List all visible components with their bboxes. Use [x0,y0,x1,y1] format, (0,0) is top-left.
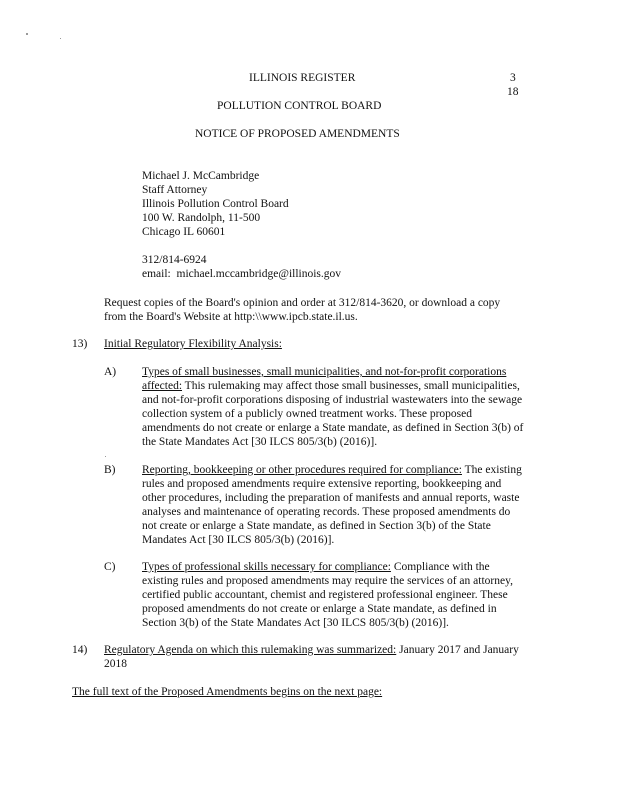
section-14-paragraph [104,643,524,671]
section-14-heading: Regulatory Agenda on which this rulemaking was summarized: [104,644,397,656]
item-c-letter: C) [104,561,116,573]
scan-speck [105,456,106,457]
section-13-heading [104,337,282,351]
item-c-paragraph [142,560,526,630]
board-title: POLLUTION CONTROL BOARD [217,100,382,112]
section-13-heading-text: Initial Regulatory Flexibility Analysis: [104,338,282,350]
closing-note [72,685,382,699]
request-line-2: from the Board's Website at http:\\www.ipcb.state.il.us. [104,311,358,323]
email-label: email: [142,268,171,280]
item-a-title: Types of small businesses, small municipalities, and not-for-profit corporations affected: [142,366,507,392]
sub-number: 18 [507,86,519,98]
item-b-paragraph [142,463,526,547]
contact-email-line [142,267,341,281]
item-a-paragraph [142,365,526,449]
section-14-body: January 2017 and January 2018 [104,644,519,670]
item-b-body: The existing rules and proposed amendments require extensive reporting, bookkeeping and other procedures, including the preparation of manifests and annual reports, waste analyses and maintenance of operating records. These proposed amendments do not create or enlarge a State mandate, as defined in Section 3(b) of the State Mandates Act [30 ILCS 805/3(b) (2016)]. [142,464,522,546]
closing-note-text: The full text of the Proposed Amendments begins on the next page: [72,686,383,698]
item-c-title: Types of professional skills necessary for compliance: [142,561,391,573]
contact-email: michael.mccambridge@illinois.gov [176,268,342,280]
scan-speck [60,38,61,39]
contact-address-2: Chicago IL 60601 [142,226,226,238]
item-b-letter: B) [104,464,116,476]
contact-name: Michael J. McCambridge [142,170,260,182]
contact-title: Staff Attorney [142,184,208,196]
scan-speck [26,33,28,35]
register-title: ILLINOIS REGISTER [249,72,356,84]
notice-title: NOTICE OF PROPOSED AMENDMENTS [195,128,400,140]
contact-org: Illinois Pollution Control Board [142,198,289,210]
item-b-title: Reporting, bookkeeping or other procedures required for compliance: [142,464,462,476]
section-13-number: 13) [72,338,88,350]
request-line-1: Request copies of the Board's opinion and order at 312/814-3620, or download a copy [104,297,501,309]
contact-phone: 312/814-6924 [142,254,207,266]
item-a-letter: A) [104,366,117,378]
page-number: 3 [510,72,516,84]
item-a-body: This rulemaking may affect those small businesses, small municipalities, and not-for-profit corporations disposing of industrial wastewaters into the sewage collection system of a publicly owned treatment works. These proposed amendments do not create or enlarge a State mandate, as defined in Section 3(b) of the State Mandates Act [30 ILCS 805/3(b) (2016)]. [142,380,524,448]
contact-address-1: 100 W. Randolph, 11-500 [142,212,261,224]
item-c-body: Compliance with the existing rules and proposed amendments may require the services of an attorney, certified public accountant, chemist and registered professional engineer. These proposed amendments do not create or enlarge a State mandate, as defined in Section 3(b) of the State Mandates Act [30 ILCS 805/3(b) (2016)]. [142,561,513,629]
section-14-number: 14) [72,644,88,656]
